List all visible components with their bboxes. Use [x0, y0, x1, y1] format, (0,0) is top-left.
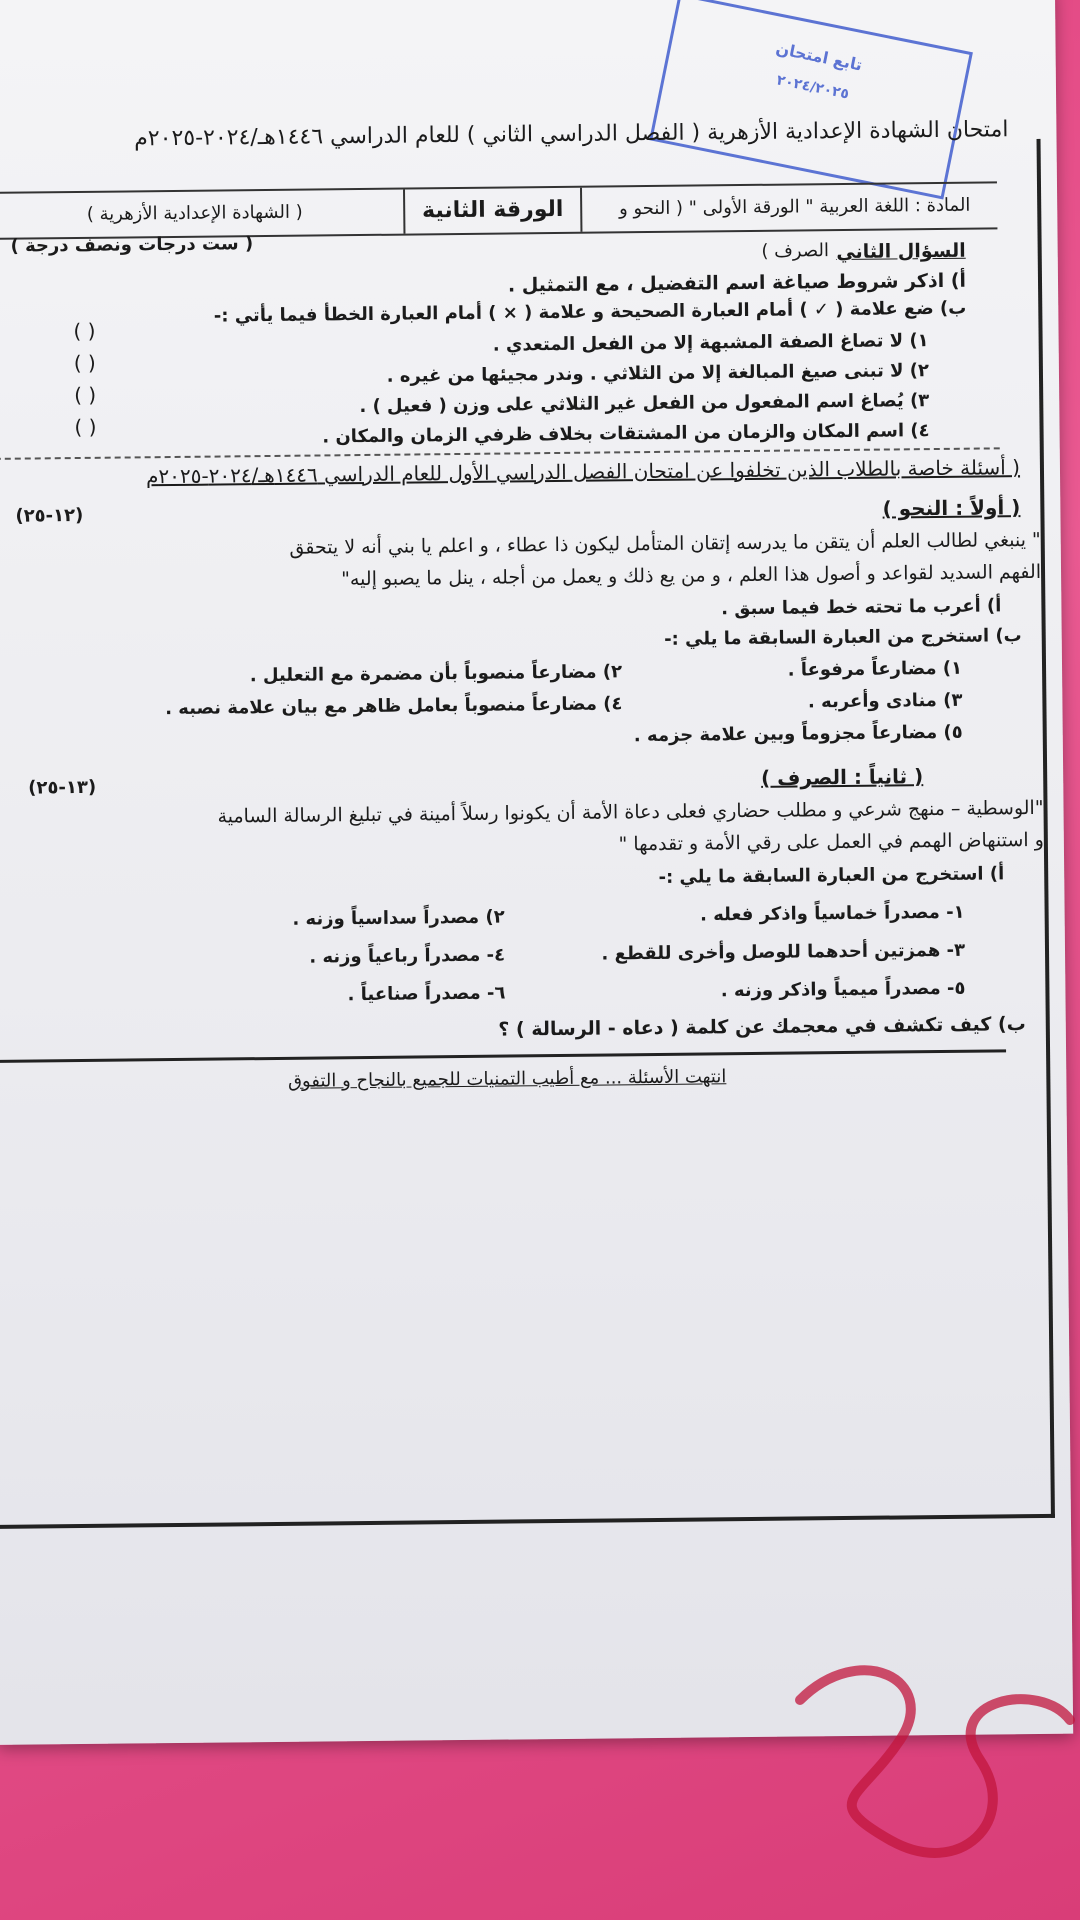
nahw-item-2: ٢) مضارعاً منصوباً بأن مضمرة مع التعليل . — [249, 661, 623, 687]
certificate-label: ( الشهادة الإعدادية الأزهرية ) — [86, 201, 303, 225]
nahw-item-1: ١) مضارعاً مرفوعاً . — [787, 657, 963, 681]
ink-stamp: تابع امتحان ٢٠٢٤/٢٠٢٥ — [649, 0, 973, 199]
q2-item-3: ٣) يُصاغ اسم المفعول من الفعل غير الثلاثي على وزن ( فعيل ) . — [359, 390, 930, 418]
exam-title: امتحان الشهادة الإعدادية الأزهرية ( الفصل الدراسي الثاني ) للعام الدراسي ١٤٤٦هـ/٢٠٢٤-٢٠٢٥م — [134, 117, 1009, 152]
nahw-part-b: ب) استخرج من العبارة السابقة ما يلي :- — [664, 625, 1022, 650]
sarf-item-6: ٦- مصدراً صناعياً . — [347, 982, 506, 1006]
sarf-item-3: ٣- همزتين أحدهما للوصل وأخرى للقطع . — [601, 939, 966, 965]
sarf-passage-line-1: "الوسطية – منهج شرعي و مطلب حضاري فعلى دعاة الأمة أن يكونوا رسلاً أمينة في تبليغ الرسالة السامية — [217, 796, 1044, 828]
sarf-part-a: أ) استخرج من العبارة السابقة ما يلي :- — [658, 863, 1005, 888]
answer-blank-2: ( ) — [73, 350, 96, 376]
nahw-passage-line-1: " ينبغي لطالب العلم أن يتقن ما يدرسه إتقان المتأمل ليكون ذا عطاء ، و اعلم يا بني أنه لا يتحقق — [289, 528, 1041, 559]
nahw-item-5: ٥) مضارعاً مجزوماً وبين علامة جزمه . — [633, 721, 963, 747]
q2-item-1: ١) لا تصاغ الصفة المشبهة إلا من الفعل المتعدي . — [492, 330, 929, 356]
answer-blank-1: ( ) — [73, 318, 96, 344]
sarf-title: ( ثانياً : الصرف ) — [760, 764, 924, 790]
answer-blank-4: ( ) — [74, 414, 97, 440]
subject-label: المادة : اللغة العربية " الورقة الأولى " ( النحو و الصرف ) — [618, 194, 971, 262]
paper-label: الورقة الثانية — [403, 188, 582, 234]
nahw-passage-line-2: الفهم السديد لقواعد و أصول هذا العلم ، و من يع ذلك و يعمل من أجله ، ينل ما يصبو إليه" — [341, 560, 1042, 591]
sarf-item-4: ٤- مصدراً رباعياً وزنه . — [309, 944, 506, 968]
nahw-item-4: ٤) مضارعاً منصوباً بعامل ظاهر مع بيان علامة نصبه . — [165, 693, 623, 720]
answer-blank-3: ( ) — [74, 382, 97, 408]
question-two-title: السؤال الثاني — [836, 239, 966, 264]
sarf-item-1: ١- مصدراً خماسياً واذكر فعله . — [699, 901, 965, 926]
fabric-scribble — [780, 1640, 1080, 1880]
sarf-part-b: ب) كيف تكشف في معجمك عن كلمة ( دعاه - الرسالة ) ؟ — [498, 1013, 1026, 1041]
q2-item-2: ٢) لا تبنى صيغ المبالغة إلا من الثلاثي . وندر مجيئها من غيره . — [386, 360, 930, 387]
sarf-item-5: ٥- مصدراً ميمياً واذكر وزنه . — [720, 977, 966, 1002]
nahw-title: ( أولاً : النحو ) — [882, 495, 1021, 521]
q2-part-b: ب) ضع علامة ( ✓ ) أمام العبارة الصحيحة و علامة ( × ) أمام العبارة الخطأ فيما يأتي :- — [213, 297, 967, 327]
q2-part-a: أ) اذكر شروط صياغة اسم التفضيل ، مع التمثيل . — [507, 269, 967, 297]
sarf-item-2: ٢) مصدراً سداسياً وزنه . — [292, 906, 505, 930]
nahw-part-a: أ) أعرب ما تحته خط فيما سبق . — [721, 595, 1002, 620]
nahw-item-3: ٣) منادى وأعربه . — [807, 689, 963, 713]
q2-item-4: ٤) اسم المكان والزمان من المشتقات بخلاف ظرفي الزمان والمكان . — [322, 420, 930, 448]
nahw-marks: (١٢-٢٥) — [15, 504, 84, 527]
closing-note: انتهت الأسئلة ... مع أطيب التمنيات للجميع بالنجاح و التفوق — [287, 1066, 727, 1092]
special-section-title: ( أسئلة خاصة بالطلاب الذين تخلفوا عن امتحان الفصل الدراسي الأول للعام الدراسي ١٤٤٦هـ/٢٠٢٤-٢٠٢٥م — [145, 455, 1021, 489]
sarf-marks: (١٣-٢٥) — [28, 776, 97, 799]
sarf-passage-line-2: و استنهاض الهمم في العمل على رقي الأمة و تقدمها " — [618, 828, 1044, 856]
marks-label: ( ست درجات ونصف درجة ) — [10, 233, 254, 257]
